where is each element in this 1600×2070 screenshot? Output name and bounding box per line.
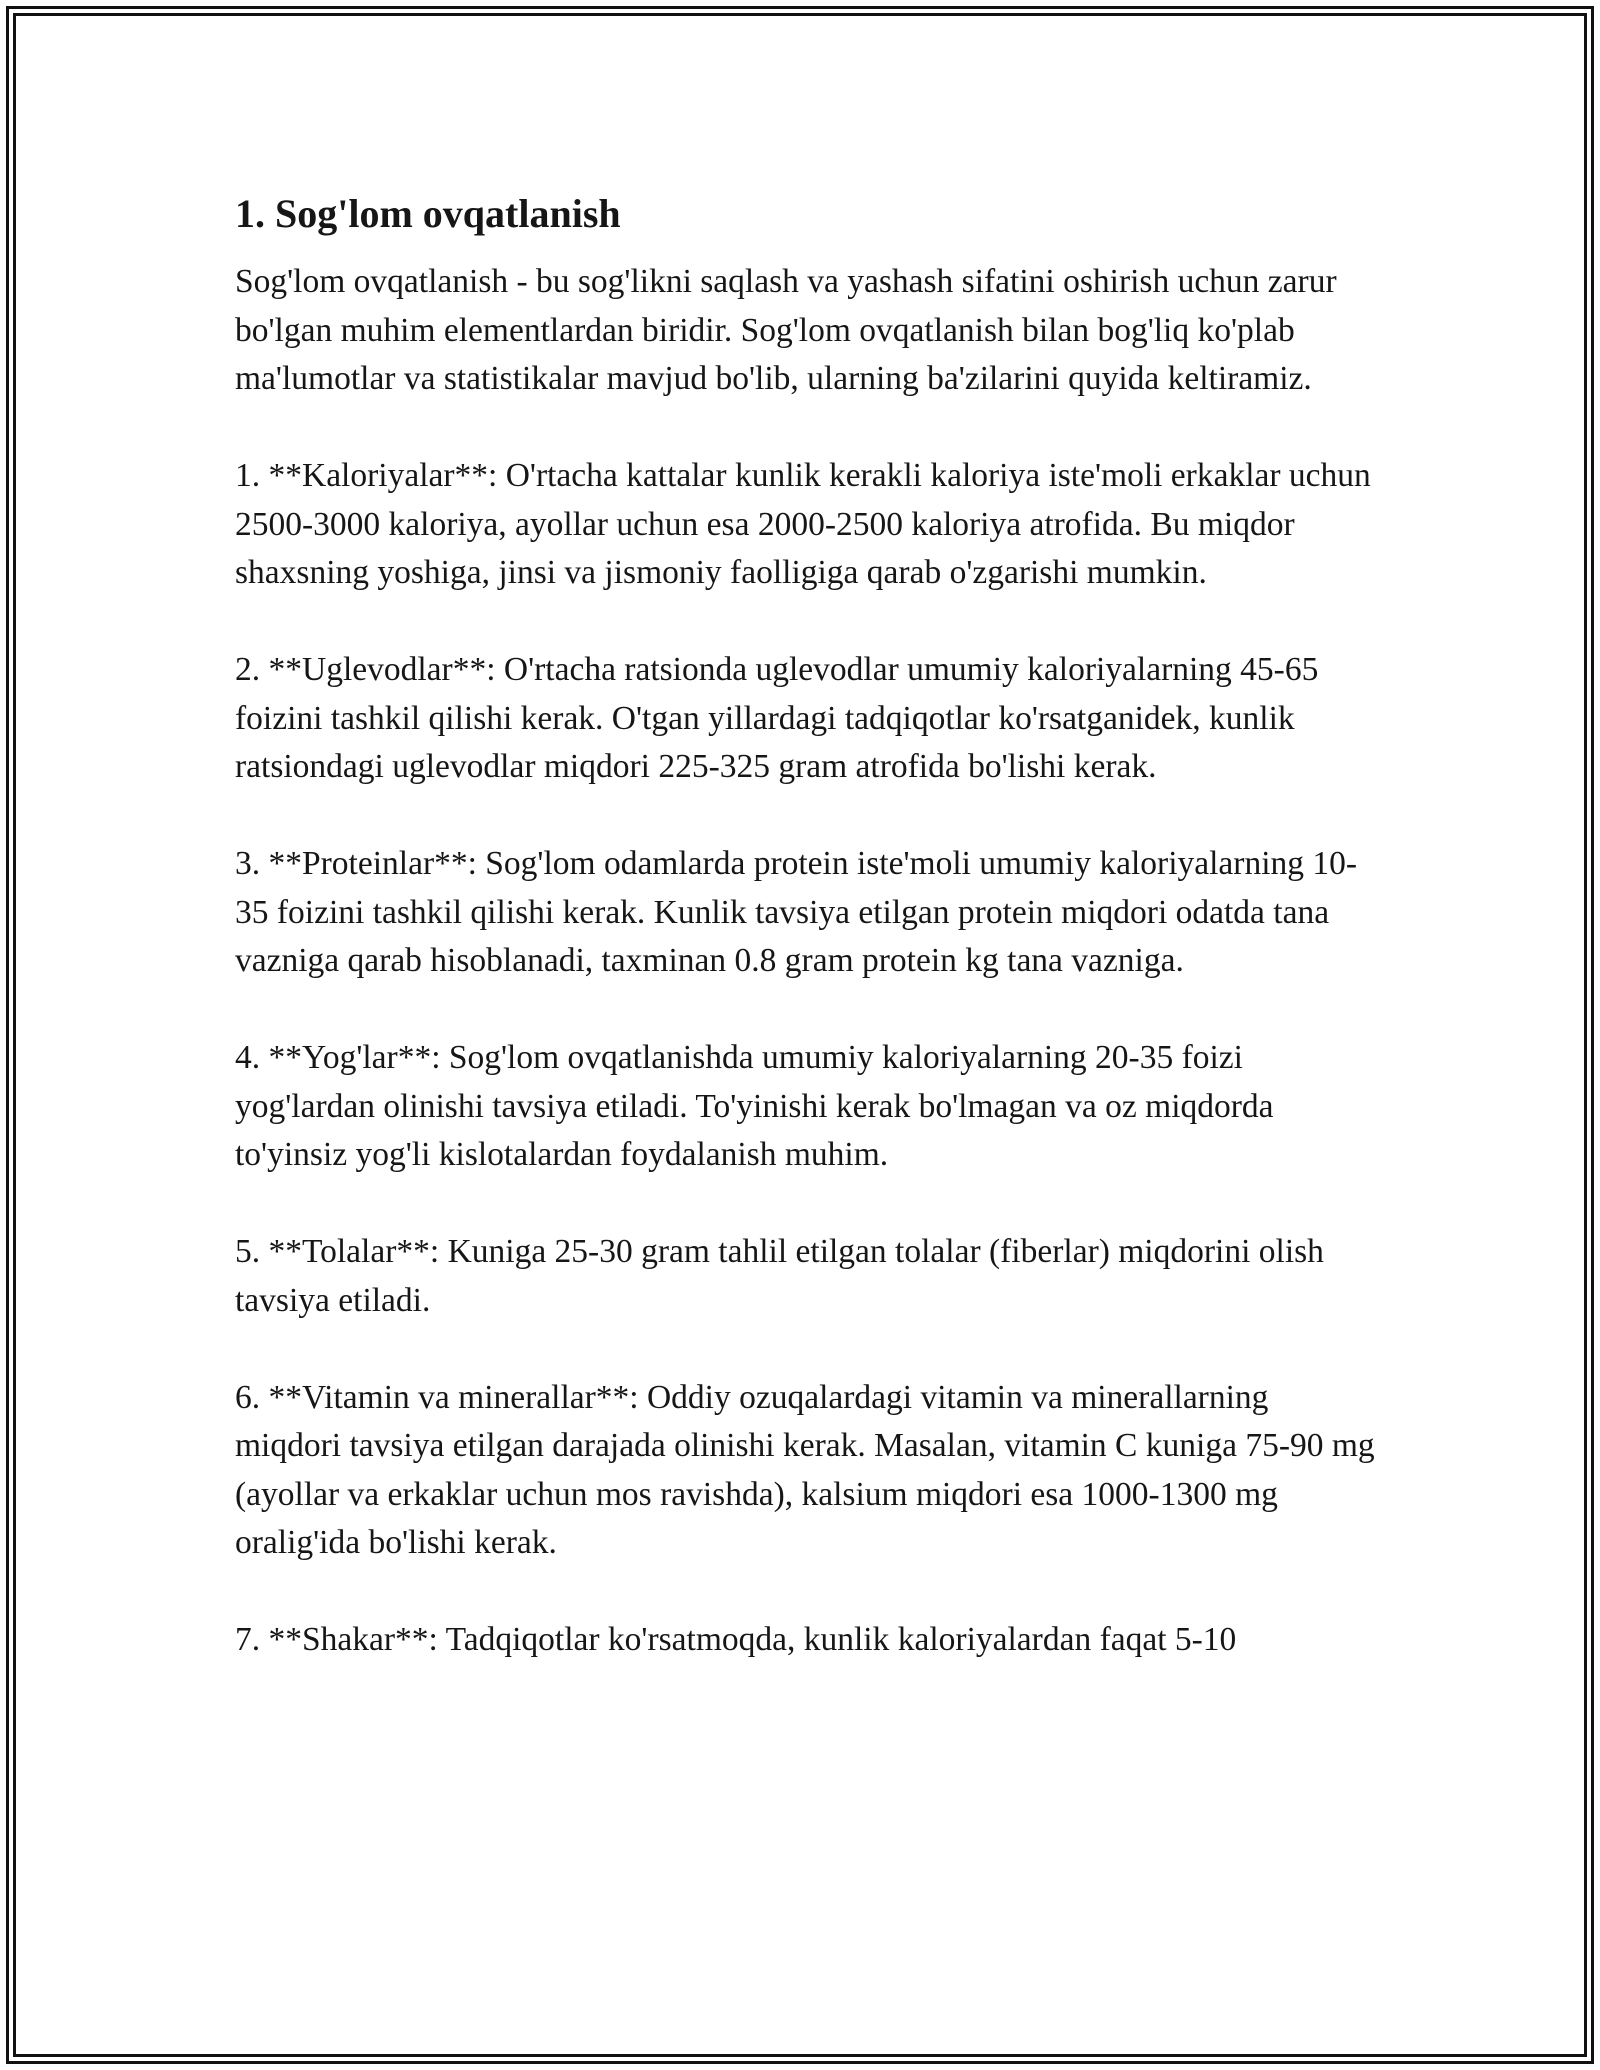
document-body <box>235 186 1375 1665</box>
list-item-fats: 4. **Yog'lar**: Sog'lom ovqatlanishda umumiy kaloriyalarning 20-35 foizi yog'lardan olinishi tavsiya etiladi. To'yinishi kerak bo'lmagan va oz miqdorda to'yinsiz yog'li kislotalardan foydalanish muhim. <box>235 1039 1274 1173</box>
list-item-carbohydrates: 2. **Uglevodlar**: O'rtacha ratsionda uglevodlar umumiy kaloriyalarning 45-65 foizini tashkil qilishi kerak. O'tgan yillardagi tadqiqotlar ko'rsatganidek, kunlik ratsiondagi uglevodlar miqdori 225-325 gram atrofida bo'lishi kerak. <box>235 651 1319 785</box>
list-item-calories: 1. **Kaloriyalar**: O'rtacha kattalar kunlik kerakli kaloriya iste'moli erkaklar uchun 2500-3000 kaloriya, ayollar uchun esa 2000-2500 kaloriya atrofida. Bu miqdor shaxsning yoshiga, jinsi va jismoniy faolligiga qarab o'zgarishi mumkin. <box>235 457 1371 591</box>
list-item-vitamins-minerals: 6. **Vitamin va minerallar**: Oddiy ozuqalardagi vitamin va minerallarning miqdori tavsiya etilgan darajada olinishi kerak. Masalan, vitamin C kuniga 75-90 mg (ayollar va erkaklar uchun mos ravishda), kalsium miqdori esa 1000-1300 mg oralig'ida bo'lishi kerak. <box>235 1378 1375 1561</box>
section-heading: 1. Sog'lom ovqatlanish <box>235 191 621 236</box>
list-item-proteins: 3. **Proteinlar**: Sog'lom odamlarda protein iste'moli umumiy kaloriyalarning 10-35 foizini tashkil qilishi kerak. Kunlik tavsiya etilgan protein miqdori odatda tana vazniga qarab hisoblanadi, taxminan 0.8 gram protein kg tana vazniga. <box>235 845 1358 979</box>
intro-paragraph: Sog'lom ovqatlanish - bu sog'likni saqlash va yashash sifatini oshirish uchun zarur bo'lgan muhim elementlardan biridir. Sog'lom ovqatlanish bilan bog'liq ko'plab ma'lumotlar va statistikalar mavjud bo'lib, ularning ba'zilarini quyida keltiramiz. <box>235 263 1337 397</box>
list-item-fibers: 5. **Tolalar**: Kuniga 25-30 gram tahlil etilgan tolalar (fiberlar) miqdorini olish tavsiya etiladi. <box>235 1233 1324 1319</box>
list-item-sugar: 7. **Shakar**: Tadqiqotlar ko'rsatmoqda, kunlik kaloriyalardan faqat 5-10 <box>235 1621 1237 1658</box>
